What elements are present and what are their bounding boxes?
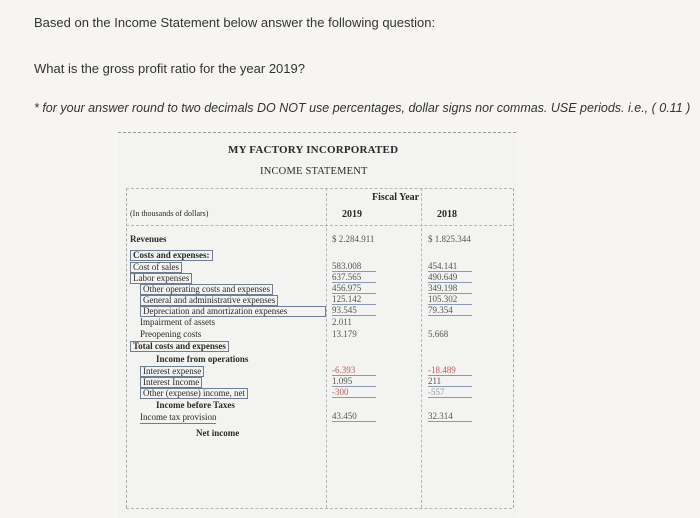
question-prompt: What is the gross profit ratio for the year 2019?	[34, 61, 305, 76]
answer-instructions: * for your answer round to two decimals DO NOT use percentages, dollar signs nor commas. USE periods. i.e., ( 0.11 )	[34, 101, 691, 115]
table-row	[126, 295, 512, 306]
row-label: Revenues	[130, 234, 167, 244]
table-row	[126, 400, 512, 411]
value-2019: 637.565	[332, 273, 376, 283]
table-row	[126, 341, 512, 352]
value-2019: 43.450	[332, 412, 376, 422]
value-2018: 211	[428, 377, 472, 387]
row-label: Other operating costs and expenses	[140, 284, 273, 295]
row-label: General and administrative expenses	[140, 295, 278, 306]
row-label: Income before Taxes	[156, 400, 235, 410]
units-note: (In thousands of dollars)	[130, 209, 209, 218]
value-2019: 2.011	[332, 317, 352, 327]
value-2019: 583.008	[332, 262, 376, 272]
table-row	[126, 354, 512, 365]
value-2018: 490.649	[428, 273, 472, 283]
table-row	[126, 329, 512, 340]
table-row	[126, 412, 512, 423]
value-2018: -18.489	[428, 366, 472, 376]
table-row	[126, 250, 512, 261]
row-label: Other (expense) income, net	[140, 388, 248, 399]
table-row	[126, 428, 512, 439]
table-row	[126, 317, 512, 328]
value-2018: 79.354	[428, 306, 472, 316]
value-2018: 105.302	[428, 295, 472, 305]
year-2018-header: 2018	[437, 209, 457, 220]
row-label: Interest expense	[140, 366, 204, 377]
value-2019: 1.095	[332, 377, 376, 387]
table-row	[126, 306, 512, 317]
value-2018: 454.141	[428, 262, 472, 272]
value-2019: 13.179	[332, 329, 357, 339]
table-row	[126, 366, 512, 377]
value-2018: $ 1.825.344	[428, 234, 471, 244]
income-statement-document	[118, 132, 516, 518]
value-2019: -6.393	[332, 366, 376, 376]
question-intro: Based on the Income Statement below answer the following question:	[34, 15, 436, 30]
value-2019: 125.142	[332, 295, 376, 305]
table-row	[126, 234, 512, 245]
statement-title: INCOME STATEMENT	[260, 166, 368, 177]
value-2019: 456.975	[332, 284, 376, 294]
row-label: Labor expenses	[130, 273, 192, 284]
table-border	[126, 225, 512, 226]
row-label: Cost of sales	[130, 262, 182, 273]
company-name: MY FACTORY INCORPORATED	[228, 144, 399, 156]
value-2019: $ 2.284.911	[332, 234, 375, 244]
table-border	[126, 188, 512, 189]
row-label: Costs and expenses:	[130, 250, 213, 261]
row-label: Interest Income	[140, 377, 202, 388]
row-label: Total costs and expenses	[130, 341, 229, 352]
row-label: Net income	[196, 428, 240, 438]
table-border	[126, 508, 512, 509]
row-label: Income tax provision	[140, 412, 217, 422]
table-row	[126, 377, 512, 388]
row-label: Impairment of assets	[140, 317, 215, 327]
value-2019: -300	[332, 388, 376, 398]
row-label: Preopening costs	[140, 329, 202, 339]
row-label: Income from operations	[156, 354, 249, 364]
value-2018: 5.668	[428, 329, 449, 339]
value-2019: 93.545	[332, 306, 376, 316]
table-row	[126, 388, 512, 399]
row-label: Depreciation and amortization expenses	[140, 306, 326, 317]
fiscal-year-header: Fiscal Year	[372, 192, 420, 203]
year-2019-header: 2019	[342, 209, 362, 220]
value-2018: -557	[428, 388, 472, 398]
value-2018: 349.198	[428, 284, 472, 294]
value-2018: 32.314	[428, 412, 472, 422]
